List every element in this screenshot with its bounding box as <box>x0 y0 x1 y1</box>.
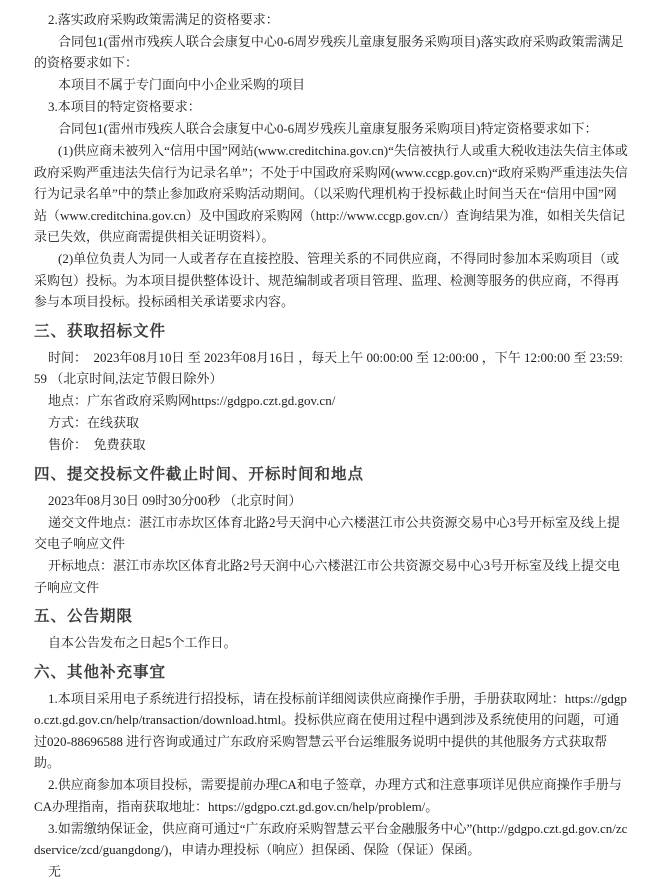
section-obtain-documents-heading: 三、获取招标文件 <box>34 322 167 340</box>
bid-submit-location: 递交文件地点：湛江市赤坎区体育北路2号天润中心六楼湛江市公共资源交易中心3号开标室及线上提交电子响应文件 <box>34 514 621 551</box>
other-matters-item-none: 无 <box>48 864 62 879</box>
eligibility-item3-intro: 合同包1(雷州市残疾人联合会康复中心0-6周岁残疾儿童康复服务采购项目)特定资格要求如下： <box>58 121 598 136</box>
obtain-method: 方式：在线获取 <box>48 415 140 430</box>
section-announcement-period-heading: 五、公告期限 <box>34 608 134 625</box>
other-matters-item-3: 3.如需缴纳保证金，供应商可通过“广东政府采购智慧云平台金融服务中心”(http://gdgpo.czt.gd.gov.cn/zcdservice/zcd/guangdong/)，申请办理投标（响应）担保函、保险（保证）保函。 <box>34 820 628 857</box>
eligibility-item2-heading: 2.落实政府采购政策需满足的资格要求： <box>48 11 279 27</box>
eligibility-item2-body: 本项目不属于专门面向中小企业采购的项目 <box>58 77 306 92</box>
other-matters-item-2: 2.供应商参加本项目投标，需要提前办理CA和电子签章，办理方式和注意事项详见供应商操作手册与CA办理指南，指南获取地址：https://gdgpo.czt.gd.gov.cn/help/problem/。 <box>34 777 622 814</box>
section-bid-deadline-heading: 四、提交投标文件截止时间、开标时间和地点 <box>34 465 365 483</box>
eligibility-item3-clause-2: (2)单位负责人为同一人或者存在直接控股、管理关系的不同供应商，不得同时参加本采购项目（或采购包）投标。为本项目提供整体设计、规范编制或者项目管理、监理、检测等服务的供应商，不得再参与本项目投标。投标函相关承诺要求内容。 <box>34 251 620 309</box>
announcement-period-body: 自本公告发布之日起5个工作日。 <box>48 635 237 650</box>
obtain-price: 售价： 免费获取 <box>48 437 146 452</box>
eligibility-item3-clause-1: (1)供应商未被列入“信用中国”网站(www.creditchina.gov.cn)“失信被执行人或重大税收违法失信主体或政府采购严重违法失信行为记录名单”；不处于中国政府采购网(www.ccgp.gov.cn)“政府采购严重违法失信行为记录名单”中的禁止参加政府采购活动期间。（以采购代理机构于投标截止时间当天在“信用中国”网站（www.creditchina.gov.cn）及中国政府采购网（http://www.ccgp.gov.cn/）查询结果为准，如相关失信记录已失效，供应商需提供相关证明资料）。 <box>34 143 628 244</box>
bid-opening-location: 开标地点：湛江市赤坎区体育北路2号天润中心六楼湛江市公共资源交易中心3号开标室及线上提交电子响应文件 <box>34 558 621 595</box>
eligibility-item3-heading: 3.本项目的特定资格要求： <box>48 99 201 114</box>
eligibility-item2-intro: 合同包1(雷州市残疾人联合会康复中心0-6周岁残疾儿童康复服务采购项目)落实政府采购政策需满足的资格要求如下： <box>34 33 624 70</box>
obtain-time: 时间： 2023年08月10日 至 2023年08月16日 ，每天上午 00:00:00 至 12:00:00 ，下午 12:00:00 至 23:59:59 （北京时间,法定节假日除外） <box>34 349 623 386</box>
other-matters-item-1: 1.本项目采用电子系统进行招投标，请在投标前详细阅读供应商操作手册，手册获取网址：https://gdgpo.czt.gd.gov.cn/help/transaction/download.html。投标供应商在使用过程中遇到涉及系统使用的问题，可通过020-88696588 进行咨询或通过广东政府采购智慧云平台运维服务说明中提供的其他服务方式获取帮助。 <box>34 690 627 770</box>
section-other-matters-heading: 六、其他补充事宜 <box>34 663 167 681</box>
obtain-place: 地点：广东省政府采购网https://gdgpo.czt.gd.gov.cn/ <box>48 393 336 408</box>
bid-deadline-time: 2023年08月30日 09时30分00秒 （北京时间） <box>48 492 302 508</box>
